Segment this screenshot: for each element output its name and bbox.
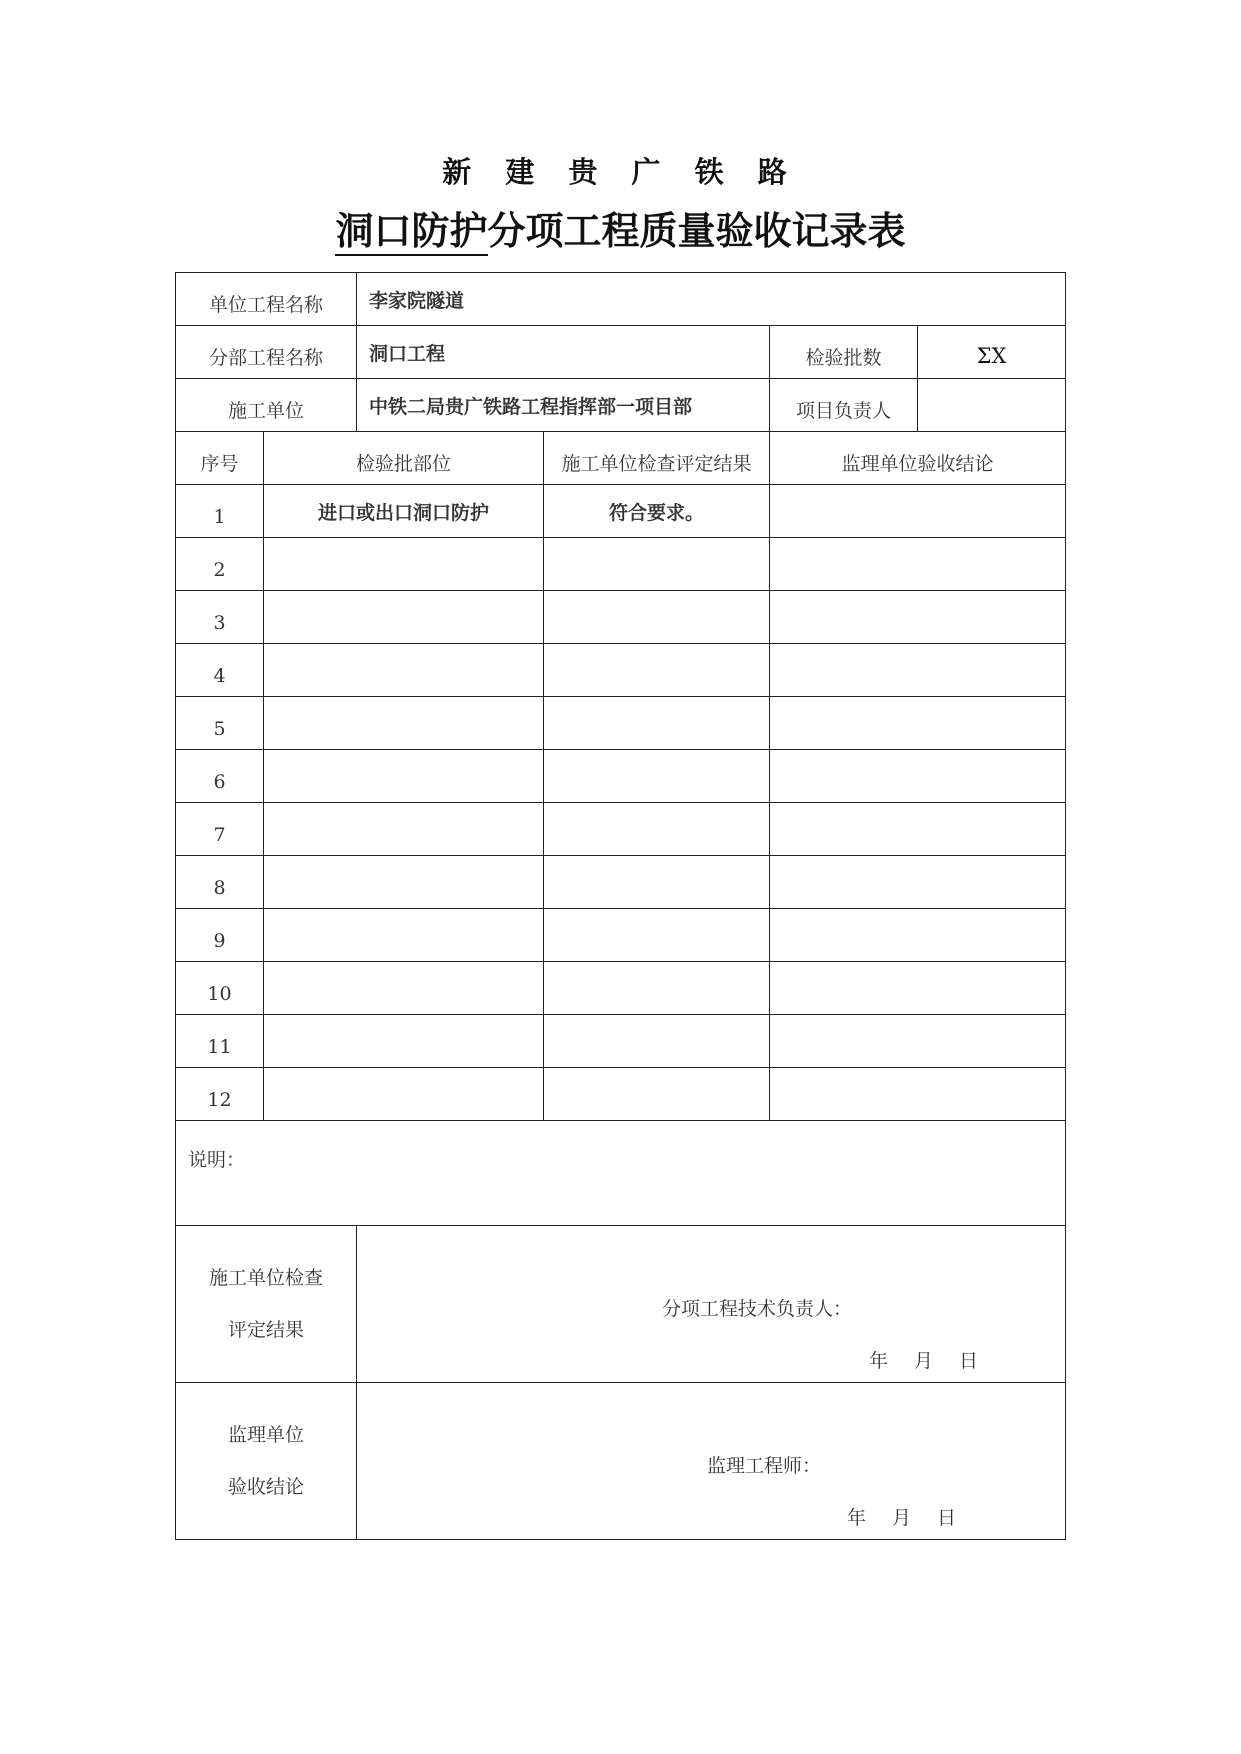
- row-location[interactable]: [264, 909, 544, 962]
- unit-project-value[interactable]: 李家院隧道: [357, 273, 1066, 326]
- row-supervisor-conclusion[interactable]: [770, 909, 1066, 962]
- supervisor-label-line1: 监理单位: [228, 1424, 305, 1446]
- row-number: 2: [176, 538, 264, 591]
- contractor-check-label: [176, 1226, 357, 1383]
- table-row: [176, 909, 1066, 962]
- table-row: [176, 962, 1066, 1015]
- date-month: 月: [914, 1350, 934, 1372]
- table-row: [176, 538, 1066, 591]
- row-number: 10: [176, 962, 264, 1015]
- table-row: [176, 644, 1066, 697]
- row-location[interactable]: [264, 962, 544, 1015]
- contractor-check-date: [869, 1346, 1004, 1373]
- row-supervisor-conclusion[interactable]: [770, 856, 1066, 909]
- row-contractor-result[interactable]: [544, 644, 770, 697]
- row-supervisor-conclusion[interactable]: [770, 591, 1066, 644]
- row-location[interactable]: [264, 591, 544, 644]
- table-row: [176, 1015, 1066, 1068]
- row-location[interactable]: [264, 1068, 544, 1121]
- row-number: 7: [176, 803, 264, 856]
- contractor-check-signature-area[interactable]: [357, 1226, 1066, 1383]
- supervisor-label: [176, 1383, 357, 1540]
- row-supervisor-conclusion[interactable]: [770, 803, 1066, 856]
- row-number: 8: [176, 856, 264, 909]
- row-contractor-result[interactable]: [544, 909, 770, 962]
- row-number: 9: [176, 909, 264, 962]
- row-supervisor-conclusion[interactable]: [770, 750, 1066, 803]
- form-title-subject: 洞口防护: [335, 209, 487, 256]
- table-row: [176, 803, 1066, 856]
- row-supervisor-conclusion[interactable]: [770, 644, 1066, 697]
- header-supervisor-conclusion: 监理单位验收结论: [770, 432, 1066, 485]
- table-row: [176, 856, 1066, 909]
- header-no: 序号: [176, 432, 264, 485]
- supervisor-signature-area[interactable]: [357, 1383, 1066, 1540]
- supervising-engineer-signature-label: 监理工程师：: [707, 1455, 822, 1477]
- row-contractor-result[interactable]: [544, 803, 770, 856]
- header-location: 检验批部位: [264, 432, 544, 485]
- sub-project-label: 分部工程名称: [176, 326, 357, 379]
- row-number: 1: [176, 485, 264, 538]
- supervisor-label-line2: 验收结论: [228, 1476, 305, 1498]
- date-day: 日: [959, 1350, 979, 1372]
- row-contractor-result[interactable]: [544, 962, 770, 1015]
- row-contractor-result[interactable]: [544, 538, 770, 591]
- notes-field[interactable]: [176, 1121, 1066, 1226]
- header-contractor-result: 施工单位检查评定结果: [544, 432, 770, 485]
- row-location[interactable]: [264, 856, 544, 909]
- project-manager-value[interactable]: [918, 379, 1066, 432]
- row-location[interactable]: [264, 803, 544, 856]
- row-location[interactable]: [264, 1015, 544, 1068]
- inspection-record-table: [175, 272, 1066, 1540]
- date-year: 年: [847, 1507, 867, 1529]
- batch-count-value[interactable]: ΣX: [918, 326, 1066, 379]
- row-number: 3: [176, 591, 264, 644]
- batch-count-label: 检验批数: [770, 326, 918, 379]
- contractor-check-label-line1: 施工单位检查: [209, 1267, 324, 1289]
- row-location[interactable]: [264, 750, 544, 803]
- contractor-check-label-line2: 评定结果: [228, 1319, 305, 1341]
- row-supervisor-conclusion[interactable]: [770, 1015, 1066, 1068]
- date-day: 日: [937, 1507, 957, 1529]
- form-title: [0, 200, 1241, 255]
- row-location[interactable]: 进口或出口洞口防护: [264, 485, 544, 538]
- row-contractor-result[interactable]: [544, 750, 770, 803]
- row-supervisor-conclusion[interactable]: [770, 697, 1066, 750]
- supervisor-date: [847, 1503, 982, 1530]
- row-number: 11: [176, 1015, 264, 1068]
- table-row: [176, 697, 1066, 750]
- contractor-value[interactable]: 中铁二局贵广铁路工程指挥部一项目部: [357, 379, 770, 432]
- contractor-label: 施工单位: [176, 379, 357, 432]
- row-number: 12: [176, 1068, 264, 1121]
- table-row: [176, 750, 1066, 803]
- table-row: [176, 1068, 1066, 1121]
- row-supervisor-conclusion[interactable]: [770, 962, 1066, 1015]
- row-number: 5: [176, 697, 264, 750]
- row-number: 6: [176, 750, 264, 803]
- table-row: [176, 485, 1066, 538]
- row-contractor-result[interactable]: [544, 591, 770, 644]
- row-contractor-result[interactable]: [544, 1015, 770, 1068]
- form-title-rest: 分项工程质量验收记录表: [487, 209, 906, 253]
- row-supervisor-conclusion[interactable]: [770, 538, 1066, 591]
- project-title: 新 建 贵 广 铁 路: [442, 155, 799, 189]
- row-location[interactable]: [264, 697, 544, 750]
- sub-project-value[interactable]: 洞口工程: [357, 326, 770, 379]
- row-supervisor-conclusion[interactable]: [770, 1068, 1066, 1121]
- row-contractor-result[interactable]: [544, 856, 770, 909]
- table-row: [176, 591, 1066, 644]
- date-year: 年: [869, 1350, 889, 1372]
- row-location[interactable]: [264, 538, 544, 591]
- notes-label: 说明：: [188, 1149, 246, 1171]
- row-location[interactable]: [264, 644, 544, 697]
- row-number: 4: [176, 644, 264, 697]
- unit-project-label: 单位工程名称: [176, 273, 357, 326]
- row-contractor-result[interactable]: [544, 697, 770, 750]
- row-supervisor-conclusion[interactable]: [770, 485, 1066, 538]
- row-contractor-result[interactable]: 符合要求。: [544, 485, 770, 538]
- row-contractor-result[interactable]: [544, 1068, 770, 1121]
- project-manager-label: 项目负责人: [770, 379, 918, 432]
- date-month: 月: [892, 1507, 912, 1529]
- technical-lead-signature-label: 分项工程技术负责人：: [662, 1298, 853, 1320]
